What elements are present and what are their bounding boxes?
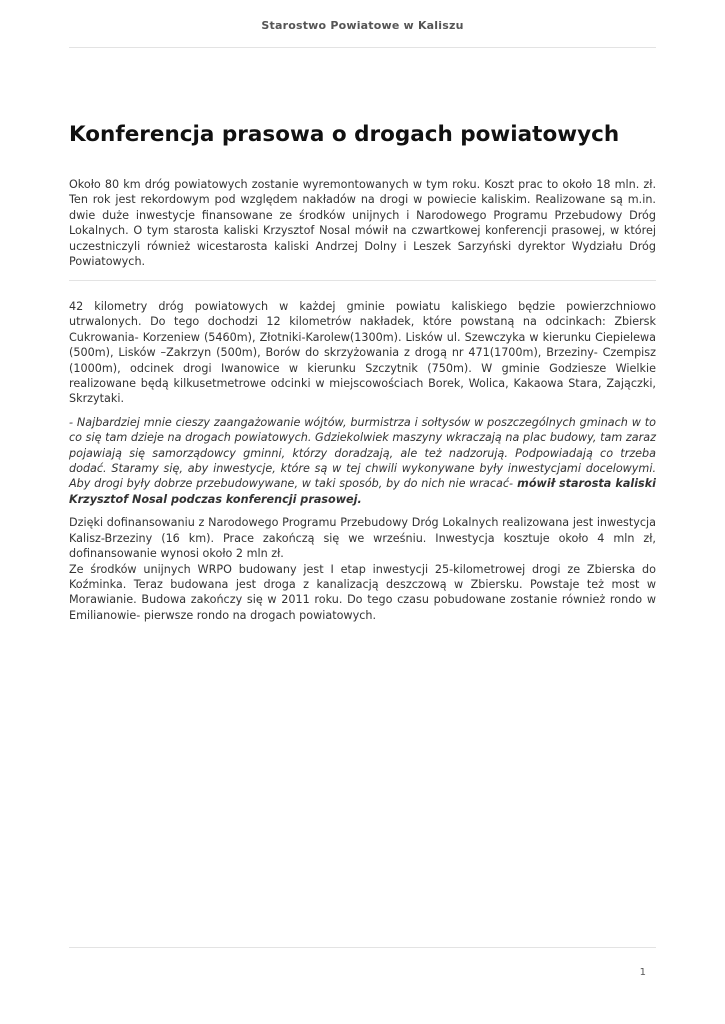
body-paragraph: Ze środków unijnych WRPO budowany jest I etap inwestycji 25-kilometrowej drogi ze Zbierska do Koźminka. Teraz budowana jest droga z kanalizacją deszczową w Zbiersku. Powstaje też most w Morawianie. Budowa zakończy się w 2011 roku. Do tego czasu pobudowane zostanie również rondo w Emilianowie- pierwsze rondo na drogach powiatowych. [69, 562, 656, 622]
quote-text: - Najbardziej mnie cieszy zaangażowanie wójtów, burmistrza i sołtysów w poszczególnych gminach w to co się tam dzieje na drogach powiatowych. Gdziekolwiek maszyny wkraczają na plac budowy, tam zaraz pojawiają się samorządowcy gminni, którzy doradzają, ale też nadzorują. Podpowiadają co trzeba dodać. Staramy się, aby inwestycje, które są w tej chwili wykonywane były inwestycjami docelowymi. Aby drogi były dobrze przebudowywane, w taki sposób, by do nich nie wracać- [69, 415, 656, 491]
body-paragraph: 42 kilometry dróg powiatowych w każdej gminie powiatu kaliskiego będzie powierzchniowo utrwalonych. Do tego dochodzi 12 kilometrów nakładek, które powstaną na odcinkach: Zbiersk Cukrowania- Korzeniew (5460m), Złotniki-Karolew(1300m). Lisków ul. Szewczyka w kierunku Ciepielewa (500m), Lisków –Zakrzyn (500m), Borów do skrzyżowania z drogą nr 471(1700m), Brzeziny- Czempisz (1000m), odcinek drogi Iwanowice w kierunku Szczytnik (750m). W gminie Godziesze Wielkie realizowane będą kilkusetmetrowe odcinki w miejscowościach Borek, Wolica, Kakaowa Stara, Zajączki, Skrzytaki. [69, 300, 656, 406]
quote-paragraph [69, 415, 656, 507]
site-header: Starostwo Powiatowe w Kaliszu [261, 19, 464, 32]
header-divider [69, 47, 656, 48]
page-number: 1 [639, 967, 646, 978]
article-body [69, 299, 656, 623]
footer-divider [69, 947, 656, 948]
lead-divider [69, 280, 656, 281]
article-title: Konferencja prasowa o drogach powiatowych [69, 122, 620, 147]
body-paragraph: Dzięki dofinansowaniu z Narodowego Programu Przebudowy Dróg Lokalnych realizowana jest inwestycja Kalisz-Brzeziny (16 km). Prace zakończą się we wrześniu. Inwestycja kosztuje około 4 mln zł, dofinansowanie wynosi około 2 mln zł. [69, 516, 656, 561]
lead-paragraph: Około 80 km dróg powiatowych zostanie wyremontowanych w tym roku. Koszt prac to około 18 mln. zł. Ten rok jest rekordowym pod względem nakładów na drogi w powiecie kaliskim. Realizowane są m.in. dwie duże inwestycje finansowane ze środków unijnych i Narodowego Programu Przebudowy Dróg Lokalnych. O tym starosta kaliski Krzysztof Nosal mówił na czwartkowej konferencji prasowej, w której uczestniczyli również wicestarosta kaliski Andrzej Dolny i Leszek Sarzyński dyrektor Wydziału Dróg Powiatowych. [69, 178, 656, 269]
article-lead [69, 177, 656, 269]
quote-attribution: mówił starosta kaliski Krzysztof Nosal podczas konferencji prasowej. [69, 477, 656, 506]
